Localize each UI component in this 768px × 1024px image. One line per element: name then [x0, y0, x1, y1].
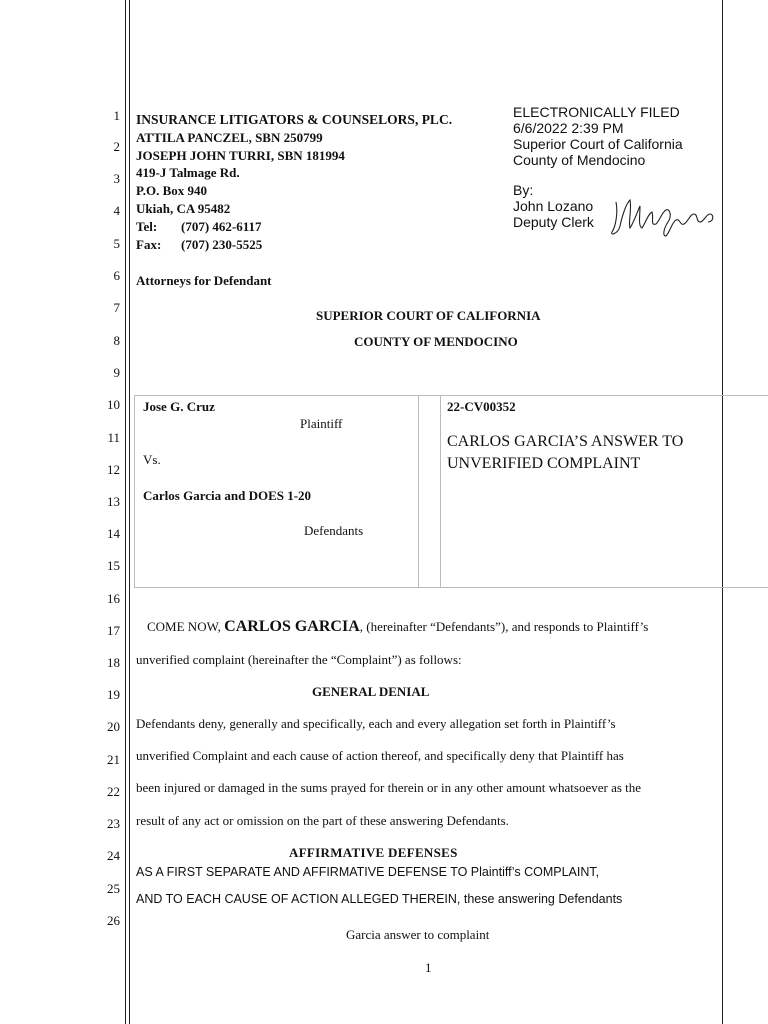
document-title-line-2: UNVERIFIED COMPLAINT [447, 455, 641, 472]
intro-suffix: , (hereinafter “Defendants”), and responds to Plaintiff’s [359, 619, 649, 634]
plaintiff-name: Jose G. Cruz [143, 399, 215, 414]
line-number: 25 [107, 881, 120, 896]
court-name: SUPERIOR COURT OF CALIFORNIA [316, 308, 541, 323]
court-county: COUNTY OF MENDOCINO [354, 334, 518, 349]
line-number: 7 [113, 300, 120, 315]
affirmative-defenses-heading: AFFIRMATIVE DEFENSES [289, 845, 458, 860]
city-state-zip: Ukiah, CA 95482 [136, 201, 231, 216]
line-number: 16 [107, 591, 120, 606]
line-number: 24 [107, 848, 120, 863]
clerk-name: John Lozano [513, 198, 594, 214]
line-number: 20 [107, 719, 120, 734]
stamp-line-4: County of Mendocino [513, 152, 646, 168]
line-number: 14 [107, 526, 120, 541]
left-margin-rule-inner [129, 0, 130, 1024]
line-number: 10 [107, 397, 120, 412]
line-number: 11 [107, 430, 120, 445]
line-number: 12 [107, 462, 120, 477]
fax-label: Fax: [136, 237, 162, 252]
affirmative-line-2: AND TO EACH CAUSE OF ACTION ALLEGED THEREIN, these answering Defendants [136, 892, 623, 906]
line-number: 5 [113, 236, 120, 251]
caption-divider-1 [418, 395, 419, 588]
caption-border-left [134, 395, 135, 588]
denial-line-4: result of any act or omission on the part of these answering Defendants. [136, 813, 509, 828]
line-number: 13 [107, 494, 120, 509]
case-number: 22-CV00352 [447, 399, 516, 414]
line-number: 1 [113, 108, 120, 123]
intro-prefix: COME NOW, [147, 619, 221, 634]
caption-border-bottom [134, 587, 768, 588]
line-number: 17 [107, 623, 120, 638]
stamp-by-label: By: [513, 182, 534, 198]
caption-border-top [134, 395, 768, 396]
footer-title: Garcia answer to complaint [346, 927, 490, 942]
firm-name: INSURANCE LITIGATORS & COUNSELORS, PLC. [136, 112, 453, 127]
line-number: 26 [107, 913, 120, 928]
stamp-line-3: Superior Court of California [513, 136, 683, 152]
defendant-label: Defendants [304, 523, 364, 538]
line-number: 21 [107, 752, 120, 767]
line-number: 4 [113, 203, 120, 218]
page-number: 1 [425, 960, 432, 975]
caption-divider-2 [440, 395, 441, 588]
document-title-line-1: CARLOS GARCIA’S ANSWER TO [447, 433, 684, 450]
general-denial-heading: GENERAL DENIAL [312, 684, 430, 699]
line-number: 19 [107, 687, 120, 702]
affirmative-line-1: AS A FIRST SEPARATE AND AFFIRMATIVE DEFENSE TO Plaintiff’s COMPLAINT, [136, 865, 600, 879]
versus-label: Vs. [143, 452, 161, 467]
line-number: 2 [113, 139, 120, 154]
left-margin-rule-outer [125, 0, 126, 1024]
line-number: 23 [107, 816, 120, 831]
line-number: 6 [113, 268, 120, 283]
attorney-name-2: JOSEPH JOHN TURRI, SBN 181994 [136, 148, 345, 163]
denial-line-3: been injured or damaged in the sums prayed for therein or in any other amount whatsoever as the [136, 780, 642, 795]
stamp-line-1: ELECTRONICALLY FILED [513, 104, 680, 120]
attorney-name-1: ATTILA PANCZEL, SBN 250799 [136, 130, 323, 145]
clerk-signature [608, 192, 718, 240]
stamp-line-2: 6/6/2022 2:39 PM [513, 120, 624, 136]
line-number: 3 [113, 171, 120, 186]
line-number: 9 [113, 365, 120, 380]
po-box: P.O. Box 940 [136, 183, 208, 198]
clerk-title: Deputy Clerk [513, 214, 594, 230]
right-margin-rule [722, 0, 723, 1024]
street-address: 419-J Talmage Rd. [136, 165, 240, 180]
tel-label: Tel: [136, 219, 158, 234]
fax-number: (707) 230-5525 [181, 237, 263, 252]
intro-defendant-name: CARLOS GARCIA [224, 618, 360, 635]
denial-line-2: unverified Complaint and each cause of action thereof, and specifically deny that Plaintiff has [136, 748, 624, 763]
intro-paragraph-line-1 [147, 618, 648, 636]
denial-line-1: Defendants deny, generally and specifically, each and every allegation set forth in Plaintiff’s [136, 716, 616, 731]
line-number: 15 [107, 558, 120, 573]
line-number: 18 [107, 655, 120, 670]
line-number: 22 [107, 784, 120, 799]
plaintiff-label: Plaintiff [300, 416, 343, 431]
attorney-role: Attorneys for Defendant [136, 273, 272, 288]
intro-paragraph-line-2: unverified complaint (hereinafter the “Complaint”) as follows: [136, 652, 462, 667]
defendant-name: Carlos Garcia and DOES 1-20 [143, 488, 312, 503]
tel-number: (707) 462-6117 [181, 219, 262, 234]
line-number: 8 [113, 333, 120, 348]
